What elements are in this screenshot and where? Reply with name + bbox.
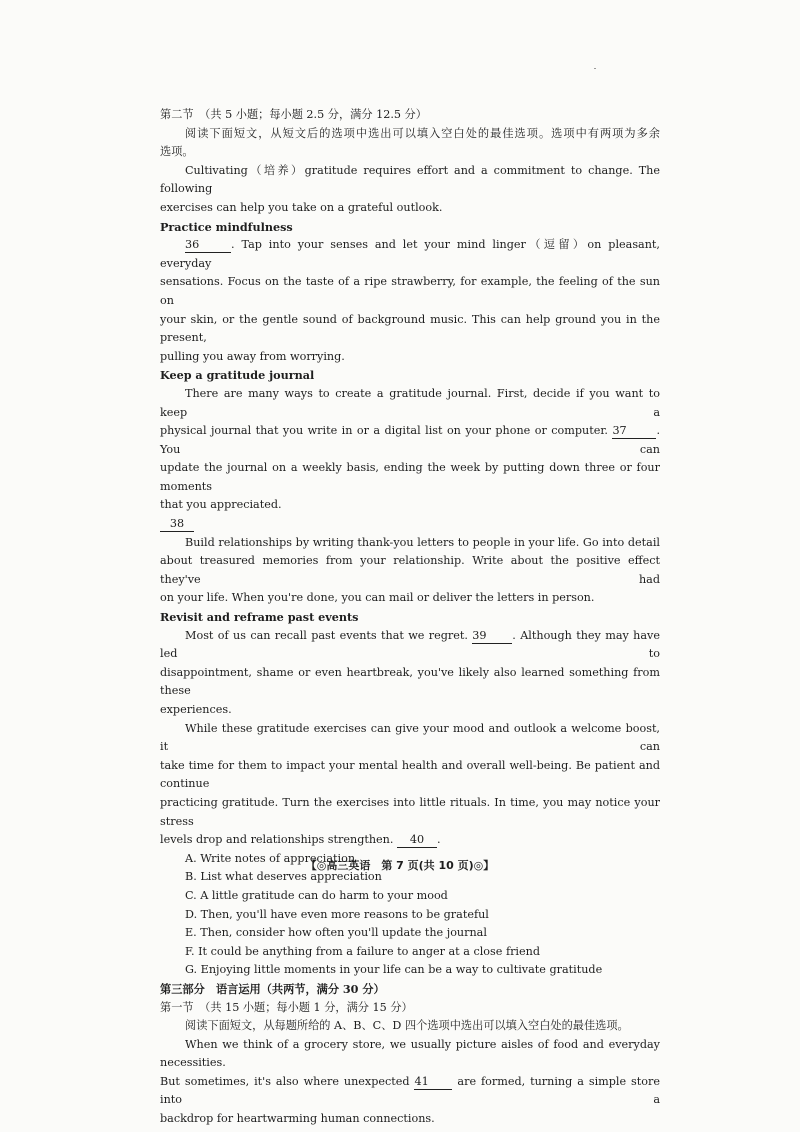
heading-practice-mindfulness: Practice mindfulness: [160, 219, 293, 234]
option-a: A. Write notes of appreciation: [185, 851, 356, 865]
paragraph-line: [160, 1073, 660, 1110]
exam-page: [160, 106, 660, 1129]
paragraph-line: There are many ways to create a gratitude journal. First, decide if you want to keep a: [160, 386, 660, 419]
paragraph-text: . You can: [160, 424, 660, 456]
part3-header: 第三部分 语言运用（共两节，满分 30 分）: [160, 981, 385, 996]
paragraph-line: experiences.: [160, 703, 232, 716]
option-d: D. Then, you'll have even more reasons to be grateful: [185, 907, 489, 921]
intro-line: exercises can help you take on a grateful outlook.: [160, 200, 443, 214]
paragraph-line: [160, 831, 660, 850]
paragraph-text: levels drop and relationships strengthen.: [160, 833, 394, 847]
paragraph-line: on your life. When you're done, you can mail or deliver the letters in person.: [160, 591, 595, 605]
page-footer: 【◎高三英语 第 7 页(共 10 页)◎】: [305, 859, 495, 872]
blank-40: 40: [397, 832, 437, 848]
paragraph-line: update the journal on a weekly basis, ending the week by putting down three or four moments: [160, 461, 660, 493]
paragraph-line: backdrop for heartwarming human connections.: [160, 1112, 435, 1126]
paragraph-text: . Tap into your senses and let your mind linger（逗留）on pleasant, everyday: [160, 238, 660, 270]
option-e: E. Then, consider how often you'll update the journal: [185, 926, 487, 940]
heading-gratitude-journal: Keep a gratitude journal: [160, 368, 315, 383]
paragraph-line: take time for them to impact your mental health and overall well-being. Be patient and continue: [160, 758, 660, 791]
paragraph-text: But sometimes, it's also where unexpected: [160, 1074, 410, 1088]
instruction-line: 阅读下面短文，从每题所给的 A、B、C、D 四个选项中选出可以填入空白处的最佳选项。: [185, 1019, 629, 1033]
section-header: 第二节 （共 5 小题；每小题 2.5 分，满分 12.5 分）: [160, 108, 427, 121]
scan-speck: [594, 68, 596, 69]
blank-39: 39: [472, 628, 512, 644]
option-g: G. Enjoying little moments in your life can be a way to cultivate gratitude: [185, 963, 603, 977]
paragraph-line: While these gratitude exercises can give your mood and outlook a welcome boost, it can: [160, 721, 660, 754]
option-f: F. It could be anything from a failure to anger at a close friend: [185, 944, 540, 958]
blank-38: 38: [160, 516, 194, 532]
paragraph-text: physical journal that you write in or a digital list on your phone or computer.: [160, 424, 608, 438]
paragraph-text: . Although they may have led to: [160, 628, 660, 661]
option-b: B. List what deserves appreciation: [185, 870, 382, 884]
paragraph-line: Build relationships by writing thank-you letters to people in your life. Go into detail: [185, 535, 660, 549]
paragraph-text: .: [437, 833, 441, 847]
paragraph-line: practicing gratitude. Turn the exercises into little rituals. In time, you may notice your stress: [160, 795, 660, 828]
part3-section1-header: 第一节 （共 15 小题；每小题 1 分，满分 15 分）: [160, 1000, 413, 1014]
paragraph-line: [160, 515, 660, 534]
paragraph-line: that you appreciated.: [160, 498, 282, 512]
paragraph-text: Most of us can recall past events that we regret.: [185, 628, 468, 642]
heading-revisit-reframe: Revisit and reframe past events: [160, 610, 359, 625]
paragraph-text: are formed, turning a simple store into a: [160, 1074, 660, 1107]
paragraph-line: about treasured memories from your relationship. Write about the positive effect they've had: [160, 554, 660, 586]
intro-line: Cultivating（培养）gratitude requires effort and a commitment to change. The following: [160, 163, 660, 196]
paragraph-line: [160, 422, 660, 459]
paragraph-line: [160, 236, 660, 273]
paragraph-line: When we think of a grocery store, we usually picture aisles of food and everyday necessities.: [160, 1037, 660, 1070]
paragraph-line: disappointment, shame or even heartbreak, you've likely also learned something from these: [160, 665, 660, 698]
paragraph-line: sensations. Focus on the taste of a ripe strawberry, for example, the feeling of the sun on: [160, 275, 660, 307]
paragraph-line: pulling you away from worrying.: [160, 349, 345, 363]
paragraph-line: your skin, or the gentle sound of background music. This can help ground you in the present,: [160, 312, 660, 345]
blank-37: 37: [612, 423, 656, 439]
instruction-line: 阅读下面短文，从短文后的选项中选出可以填入空白处的最佳选项。选项中有两项为多余: [185, 126, 660, 140]
blank-41: 41: [414, 1074, 452, 1090]
blank-36: 36: [185, 237, 231, 253]
instruction-line: 选项。: [160, 145, 194, 159]
paragraph-line: [160, 627, 660, 664]
option-c: C. A little gratitude can do harm to your mood: [185, 888, 448, 902]
